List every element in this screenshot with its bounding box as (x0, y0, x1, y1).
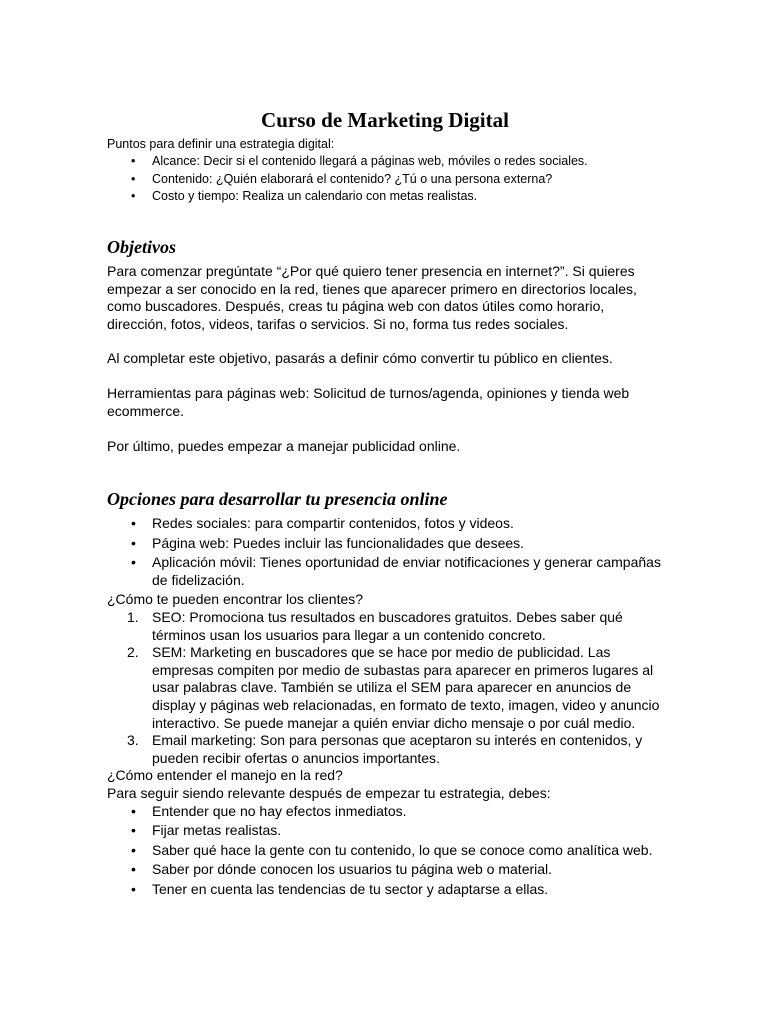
opciones-list (107, 515, 667, 589)
list-item: • Costo y tiempo: Realiza un calendario con metas realistas. (107, 188, 588, 206)
question-manejo: ¿Cómo entender el manejo en la red? (107, 767, 343, 784)
list-item: • Redes sociales: para compartir contenidos, fotos y videos. (107, 515, 667, 533)
opciones-heading: Opciones para desarrollar tu presencia online (107, 489, 448, 509)
objetivos-paragraph-4: Por último, puedes empezar a manejar publicidad online. (107, 438, 461, 454)
list-item: • Contenido: ¿Quién elaborará el contenido? ¿Tú o una persona externa? (107, 171, 588, 189)
list-item: • Alcance: Decir si el contenido llegará a páginas web, móviles o redes sociales. (107, 153, 588, 171)
item-text: SEM: Marketing en buscadores que se hace por medio de publicidad. Las empresas compiten por medio de subastas para aparecer en primeros lugares al usar palabras clave. También se utiliza el SEM para aparecer en anuncios de display y páginas web relacionadas, en formato de texto, imagen, video y anuncio interactivo. Se puede manejar a quién enviar dicho mensaje o por cuál medio. (152, 644, 660, 731)
item-text: Email marketing: Son para personas que aceptaron su interés en contenidos, y pueden recibir ofertas o anuncios importantes. (152, 732, 643, 766)
intro-label: Puntos para definir una estrategia digital: (107, 137, 335, 151)
numbered-item (107, 644, 667, 732)
list-item: • Aplicación móvil: Tienes oportunidad de enviar notificaciones y generar campañas de fidelización. (107, 554, 667, 589)
objetivos-paragraph-1: Para comenzar pregúntate “¿Por qué quiero tener presencia en internet?”. Si quieres empezar a ser conocido en la red, tienes que aparecer primero en directorios locales, como buscadores. Después, creas tu página web con datos útiles como horario, dirección, fotos, videos, tarifas o servicios. Si no, forma tus redes sociales. (107, 263, 637, 332)
opciones-body (107, 515, 667, 900)
final-list (107, 803, 667, 899)
objetivos-paragraph-3: Herramientas para páginas web: Solicitud de turnos/agenda, opiniones y tienda web ecommerce. (107, 385, 630, 419)
numbered-item (107, 609, 667, 644)
question-clientes: ¿Cómo te pueden encontrar los clientes? (107, 591, 364, 608)
item-number: 1. (127, 608, 139, 625)
lead-sentence: Para seguir siendo relevante después de empezar tu estrategia, debes: (107, 784, 551, 801)
intro-list (107, 153, 588, 206)
item-number: 2. (127, 644, 139, 661)
item-text: SEO: Promociona tus resultados en buscadores gratuitos. Debes saber qué términos usan los usuarios para llegar a un contenido concreto. (152, 608, 623, 643)
list-item: • Saber por dónde conocen los usuarios tu página web o material. (107, 861, 667, 879)
numbered-list (107, 609, 667, 767)
list-item: • Página web: Puedes incluir las funcionalidades que desees. (107, 535, 667, 553)
numbered-item (107, 732, 667, 767)
document-title: Curso de Marketing Digital (261, 108, 509, 132)
objetivos-paragraph-2: Al completar este objetivo, pasarás a definir cómo convertir tu público en clientes. (107, 350, 613, 366)
list-item: • Tener en cuenta las tendencias de tu sector y adaptarse a ellas. (107, 881, 667, 899)
list-item: • Saber qué hace la gente con tu contenido, lo que se conoce como analítica web. (107, 842, 667, 860)
item-number: 3. (127, 732, 139, 749)
objetivos-heading: Objetivos (107, 237, 176, 257)
list-item: • Entender que no hay efectos inmediatos. (107, 803, 667, 821)
list-item: • Fijar metas realistas. (107, 822, 667, 840)
